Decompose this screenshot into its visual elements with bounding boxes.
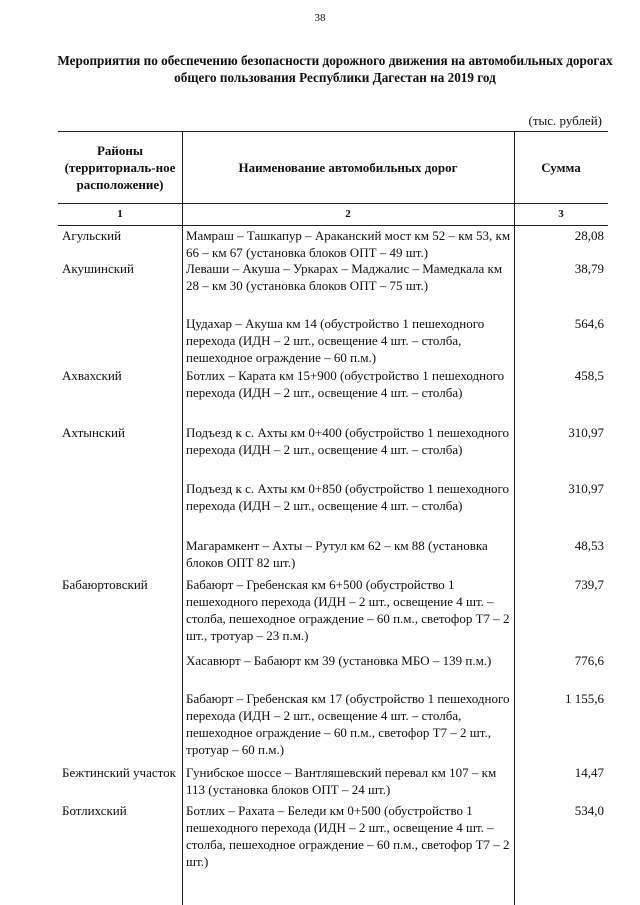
row-district: Ахвахский (62, 368, 122, 383)
row-amount: 310,97 (568, 425, 604, 440)
row-road: Цудахар – Акуша км 14 (обустройство 1 пешеходного перехода (ИДН – 2 шт., освещение 4 шт. – столба, пешеходное ограждение – 60 п.м.) (186, 316, 485, 365)
column-number-2: 2 (345, 208, 351, 220)
table-top-border (58, 131, 608, 132)
row-road: Гунибское шоссе – Вантляшевский перевал км 107 – км 113 (установка блоков ОПТ – 24 шт.) (186, 765, 497, 797)
row-district: Агульский (62, 228, 122, 243)
header-bottom-border (58, 203, 608, 204)
row-road: Магарамкент – Ахты – Рутул км 62 – км 88 (установка блоков ОПТ 82 шт.) (186, 538, 488, 570)
header-district: Районы (территориаль-ное расположение) (64, 143, 176, 192)
row-amount: 534,0 (574, 803, 604, 818)
row-amount: 1 155,6 (565, 691, 604, 706)
row-road: Леваши – Акуша – Уркарах – Маджалис – Мамедкала км 28 – км 30 (установка блоков ОПТ – 75 шт.) (186, 261, 503, 293)
row-district: Ахтынский (62, 425, 125, 440)
row-road: Бабаюрт – Гребенская км 17 (обустройство 1 пешеходного перехода (ИДН – 2 шт., освещение 4 шт. – столба, пешеходное ограждение – 60 п.м., светофор Т7 – 2 шт., тротуар – 60 п.м.) (186, 691, 510, 757)
column-number-1: 1 (117, 208, 123, 220)
document-title: Мероприятия по обеспечению безопасности дорожного движения на автомобильных дорогах общего пользования Республики Дагестан на 2019 год (57, 53, 613, 85)
row-road: Подъезд к с. Ахты км 0+400 (обустройство 1 пешеходного перехода (ИДН – 2 шт., освещение 4 шт. – столба) (186, 425, 510, 457)
row-amount: 48,53 (574, 538, 604, 553)
row-district: Акушинский (62, 261, 134, 276)
row-road: Ботлих – Карата км 15+900 (обустройство 1 пешеходного перехода (ИДН – 2 шт., освещение 4 шт. – столба) (186, 368, 505, 400)
row-amount: 28,08 (574, 228, 604, 243)
header-road: Наименование автомобильных дорог (238, 160, 458, 175)
row-road: Бабаюрт – Гребенская км 6+500 (обустройство 1 пешеходного перехода (ИДН – 2 шт., освещение 4 шт. – столба, пешеходное ограждение – 60 п.м., светофор Т7 – 2 шт., тротуар – 23 п.м.) (186, 577, 510, 643)
column-number-3: 3 (558, 208, 564, 220)
row-amount: 310,97 (568, 481, 604, 496)
row-road: Хасавюрт – Бабаюрт км 39 (установка МБО – 139 п.м.) (186, 653, 492, 668)
row-amount: 739,7 (574, 577, 604, 592)
row-amount: 14,47 (574, 765, 604, 780)
row-amount: 458,5 (574, 368, 604, 383)
row-amount: 38,79 (574, 261, 604, 276)
header-amount: Сумма (541, 160, 581, 175)
row-amount: 564,6 (574, 316, 604, 331)
row-road: Подъезд к с. Ахты км 0+850 (обустройство 1 пешеходного перехода (ИДН – 2 шт., освещение 4 шт. – столба) (186, 481, 510, 513)
row-road: Мамраш – Ташкапур – Араканский мост км 52 – км 53, км 66 – км 67 (установка блоков ОПТ – 49 шт.) (186, 228, 511, 260)
row-district: Ботлихский (62, 803, 127, 818)
row-road: Ботлих – Рахата – Беледи км 0+500 (обустройство 1 пешеходного перехода (ИДН – 2 шт., освещение 4 шт. – столба, пешеходное ограждение – 60 п.м., светофор Т7 – 2 шт.) (186, 803, 510, 869)
number-row-border (58, 225, 608, 226)
page-number: 38 (314, 12, 326, 24)
column-divider-1 (182, 131, 183, 905)
row-district: Бежтинский участок (62, 765, 176, 780)
units-label: (тыс. рублей) (528, 113, 602, 128)
row-district: Бабаюртовский (62, 577, 148, 592)
row-amount: 776,6 (574, 653, 604, 668)
